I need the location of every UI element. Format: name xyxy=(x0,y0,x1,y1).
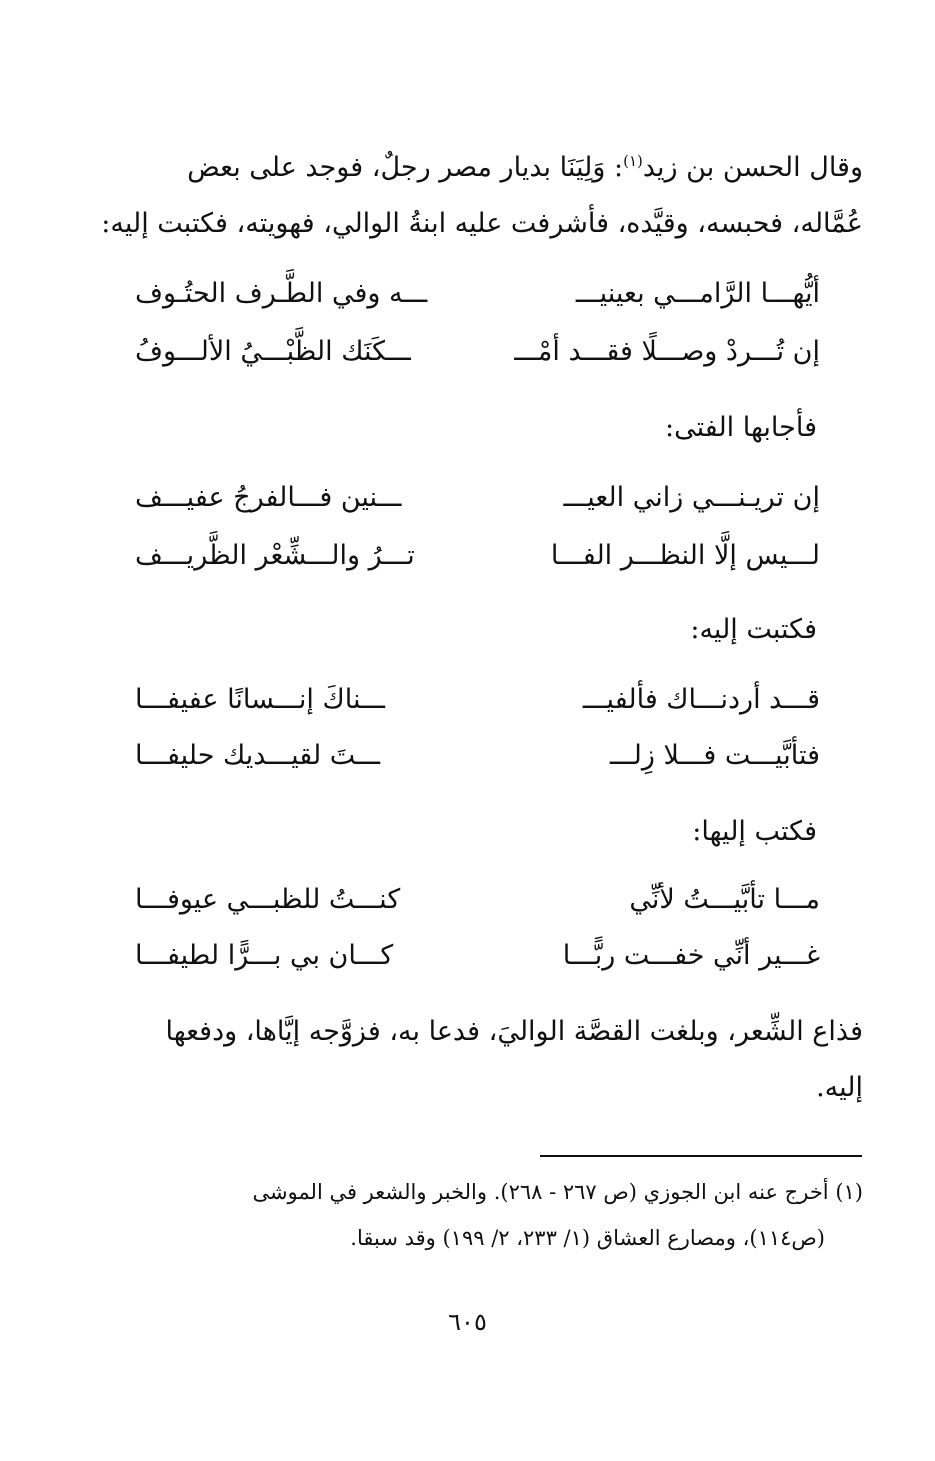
poem1-verse1-left: ـــه وفي الطَّـرف الحتُـوف xyxy=(135,278,428,309)
poem2-verse1-right: إن تريـنـــي زاني العيـــ xyxy=(563,482,820,513)
closing-line-1: فذاع الشِّعر، وبلغت القصَّة الواليَ، فدعا به، فزوَّجه إيَّاها، ودفعها xyxy=(165,1016,863,1047)
poem3-verse1-left: ـــناكَ إنـــسانًا عفيفـــا xyxy=(135,684,385,715)
reply-heading-3: فكتب إليها: xyxy=(692,816,817,847)
poem2-verse2-left: تـــرُ والـــشِّعْر الظَّريـــف xyxy=(135,540,415,571)
poem2-verse1-left: ـــنين فـــالفرجُ عفيـــف xyxy=(135,482,402,513)
footnote-line-2: (ص١١٤)، ومصارع العشاق (١/ ٢٣٣، ٢/ ١٩٩) وقد سبقا. xyxy=(350,1226,825,1250)
poem3-verse2-right: فتأبَّيـــت فـــلا زِلـــ xyxy=(609,740,820,771)
poem1-verse1-right: أيُّهـــا الرَّامـــي بعينيـــ xyxy=(575,278,820,309)
poem4-verse2-left: كـــان بي بـــرًّا لطيفـــا xyxy=(135,940,394,971)
reply-heading-2: فكتبت إليه: xyxy=(690,614,817,645)
intro-line-2: عُمَّاله، فحبسه، وقيَّده، فأشرفت عليه ابنةُ الوالي، فهويته، فكتبت إليه: xyxy=(101,208,863,239)
poem1-verse2-right: إن تُـــردْ وصـــلًا فقـــد أمْـــ xyxy=(514,336,820,367)
poem4-verse1-right: مـــا تأبَّيـــتُ لأنِّي xyxy=(629,884,820,915)
poem3-verse1-right: قـــد أردنـــاك فألفيـــ xyxy=(582,684,820,715)
reply-heading-1: فأجابها الفتى: xyxy=(665,412,817,443)
poem2-verse2-right: لـــيس إلَّا النظـــر الفـــا xyxy=(550,540,820,571)
poem3-verse2-left: ـــتَ لقيـــديك حليفـــا xyxy=(135,740,381,771)
poem1-verse2-left: ـــكَنَك الظَّبْـــيُ الألـــوفُ xyxy=(135,336,411,367)
footnote-line-1: (١) أخرج عنه ابن الجوزي (ص ٢٦٧ - ٢٦٨). والخبر والشعر في الموشى xyxy=(252,1180,863,1204)
intro-line-1: وقال الحسن بن زيد$^{(١)}$: وَلِيَنَا بديار مصر رجلٌ، فوجد على بعض xyxy=(187,152,863,183)
poem4-verse1-left: كنـــتُ للظبـــي عيوفـــا xyxy=(135,884,401,915)
footnote-separator xyxy=(540,1155,862,1157)
page-number: ٦٠٥ xyxy=(448,1308,487,1336)
poem4-verse2-right: غـــير أنِّي خفـــت ربًّـــا xyxy=(562,940,820,971)
footnote-marker: (١) xyxy=(623,152,643,170)
closing-line-2: إليه. xyxy=(816,1072,863,1103)
